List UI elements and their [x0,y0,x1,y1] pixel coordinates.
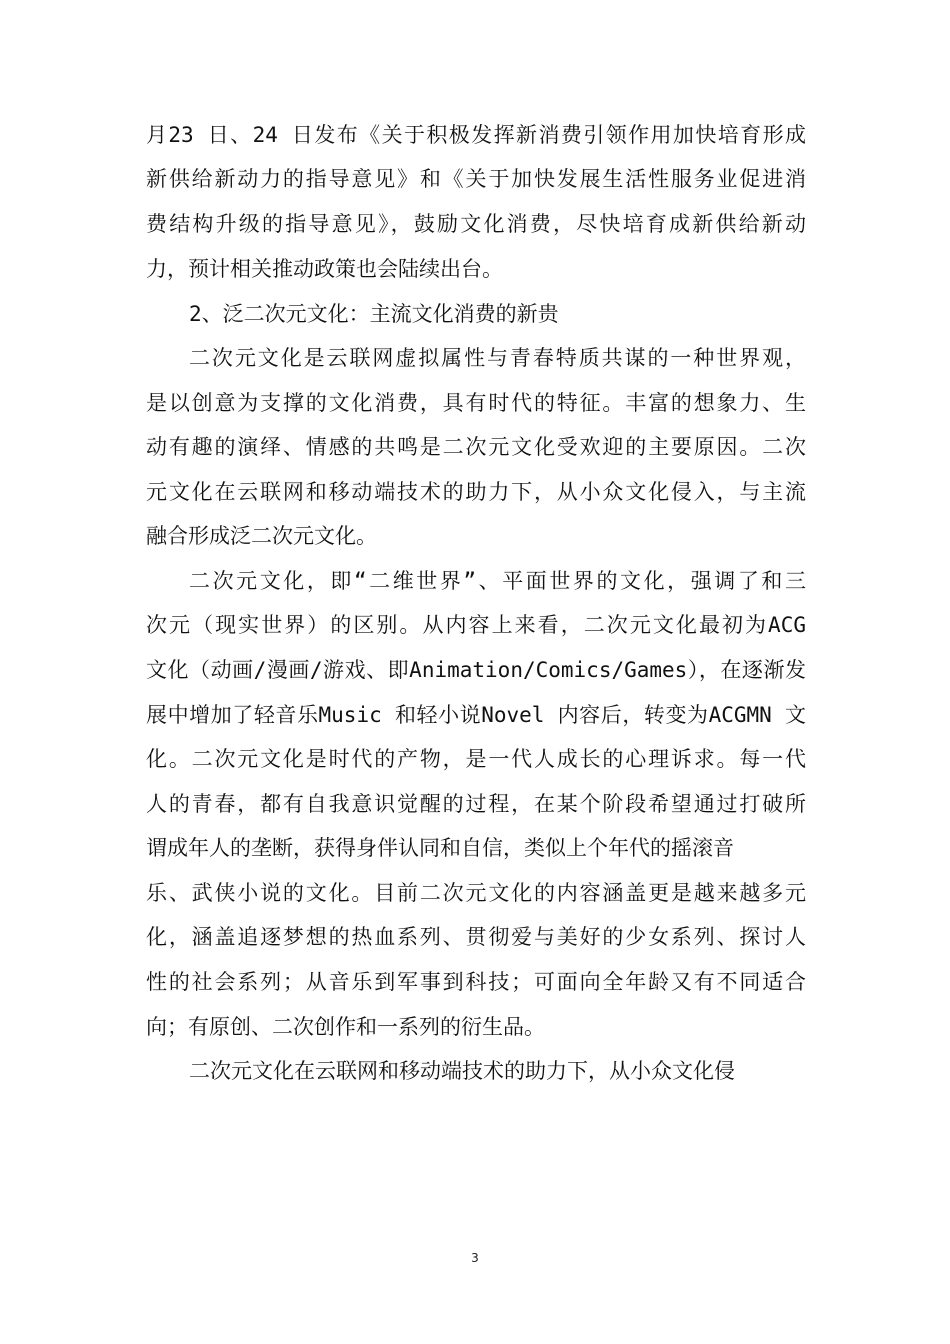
body-text-line: 化。二次元文化是时代的产物，是一代人成长的心理诉求。每一代 [146,747,806,771]
body-text-line: 月23 日、24 日发布《关于积极发挥新消费引领作用加快培育形成 [146,123,806,147]
page-number: 3 [471,1251,479,1265]
body-text-line: 新供给新动力的指导意见》和《关于加快发展生活性服务业促进消 [146,167,806,191]
body-text-line: 力，预计相关推动政策也会陆续出台。 [146,257,503,281]
body-text-line: 文化（动画/漫画/游戏、即Animation/Comics/Games），在逐渐发 [146,658,806,682]
body-text-line: 是以创意为支撑的文化消费，具有时代的特征。丰富的想象力、生 [146,391,806,415]
body-text-line: 次元（现实世界）的区别。从内容上来看，二次元文化最初为ACG [146,613,806,637]
body-text-line: 化，涵盖追逐梦想的热血系列、贯彻爱与美好的少女系列、探讨人 [146,925,806,949]
body-text-line: 二次元文化在云联网和移动端技术的助力下，从小众文化侵 [189,1059,735,1083]
section-heading: 2、泛二次元文化：主流文化消费的新贵 [189,302,559,326]
body-text-line: 二次元文化是云联网虚拟属性与青春特质共谋的一种世界观， [189,346,806,370]
body-text-line: 向；有原创、二次创作和一系列的衍生品。 [146,1015,545,1039]
body-text-line: 二次元文化，即“二维世界”、平面世界的文化，强调了和三 [189,569,806,593]
body-text-line: 融合形成泛二次元文化。 [146,524,377,548]
body-text-line: 性的社会系列；从音乐到军事到科技；可面向全年龄又有不同适合 [146,970,806,994]
body-text-line: 元文化在云联网和移动端技术的助力下，从小众文化侵入，与主流 [146,480,806,504]
body-text-line: 乐、武侠小说的文化。目前二次元文化的内容涵盖更是越来越多元 [146,881,806,905]
body-text-line: 费结构升级的指导意见》，鼓励文化消费，尽快培育成新供给新动 [146,212,806,236]
body-text-line: 动有趣的演绎、情感的共鸣是二次元文化受欢迎的主要原因。二次 [146,435,806,459]
body-text-line: 谓成年人的垄断，获得身伴认同和自信，类似上个年代的摇滚音 [146,836,734,860]
body-text-line: 展中增加了轻音乐Music 和轻小说Novel 内容后，转变为ACGMN 文 [146,703,806,727]
body-text-line: 人的青春，都有自我意识觉醒的过程，在某个阶段希望通过打破所 [146,792,806,816]
